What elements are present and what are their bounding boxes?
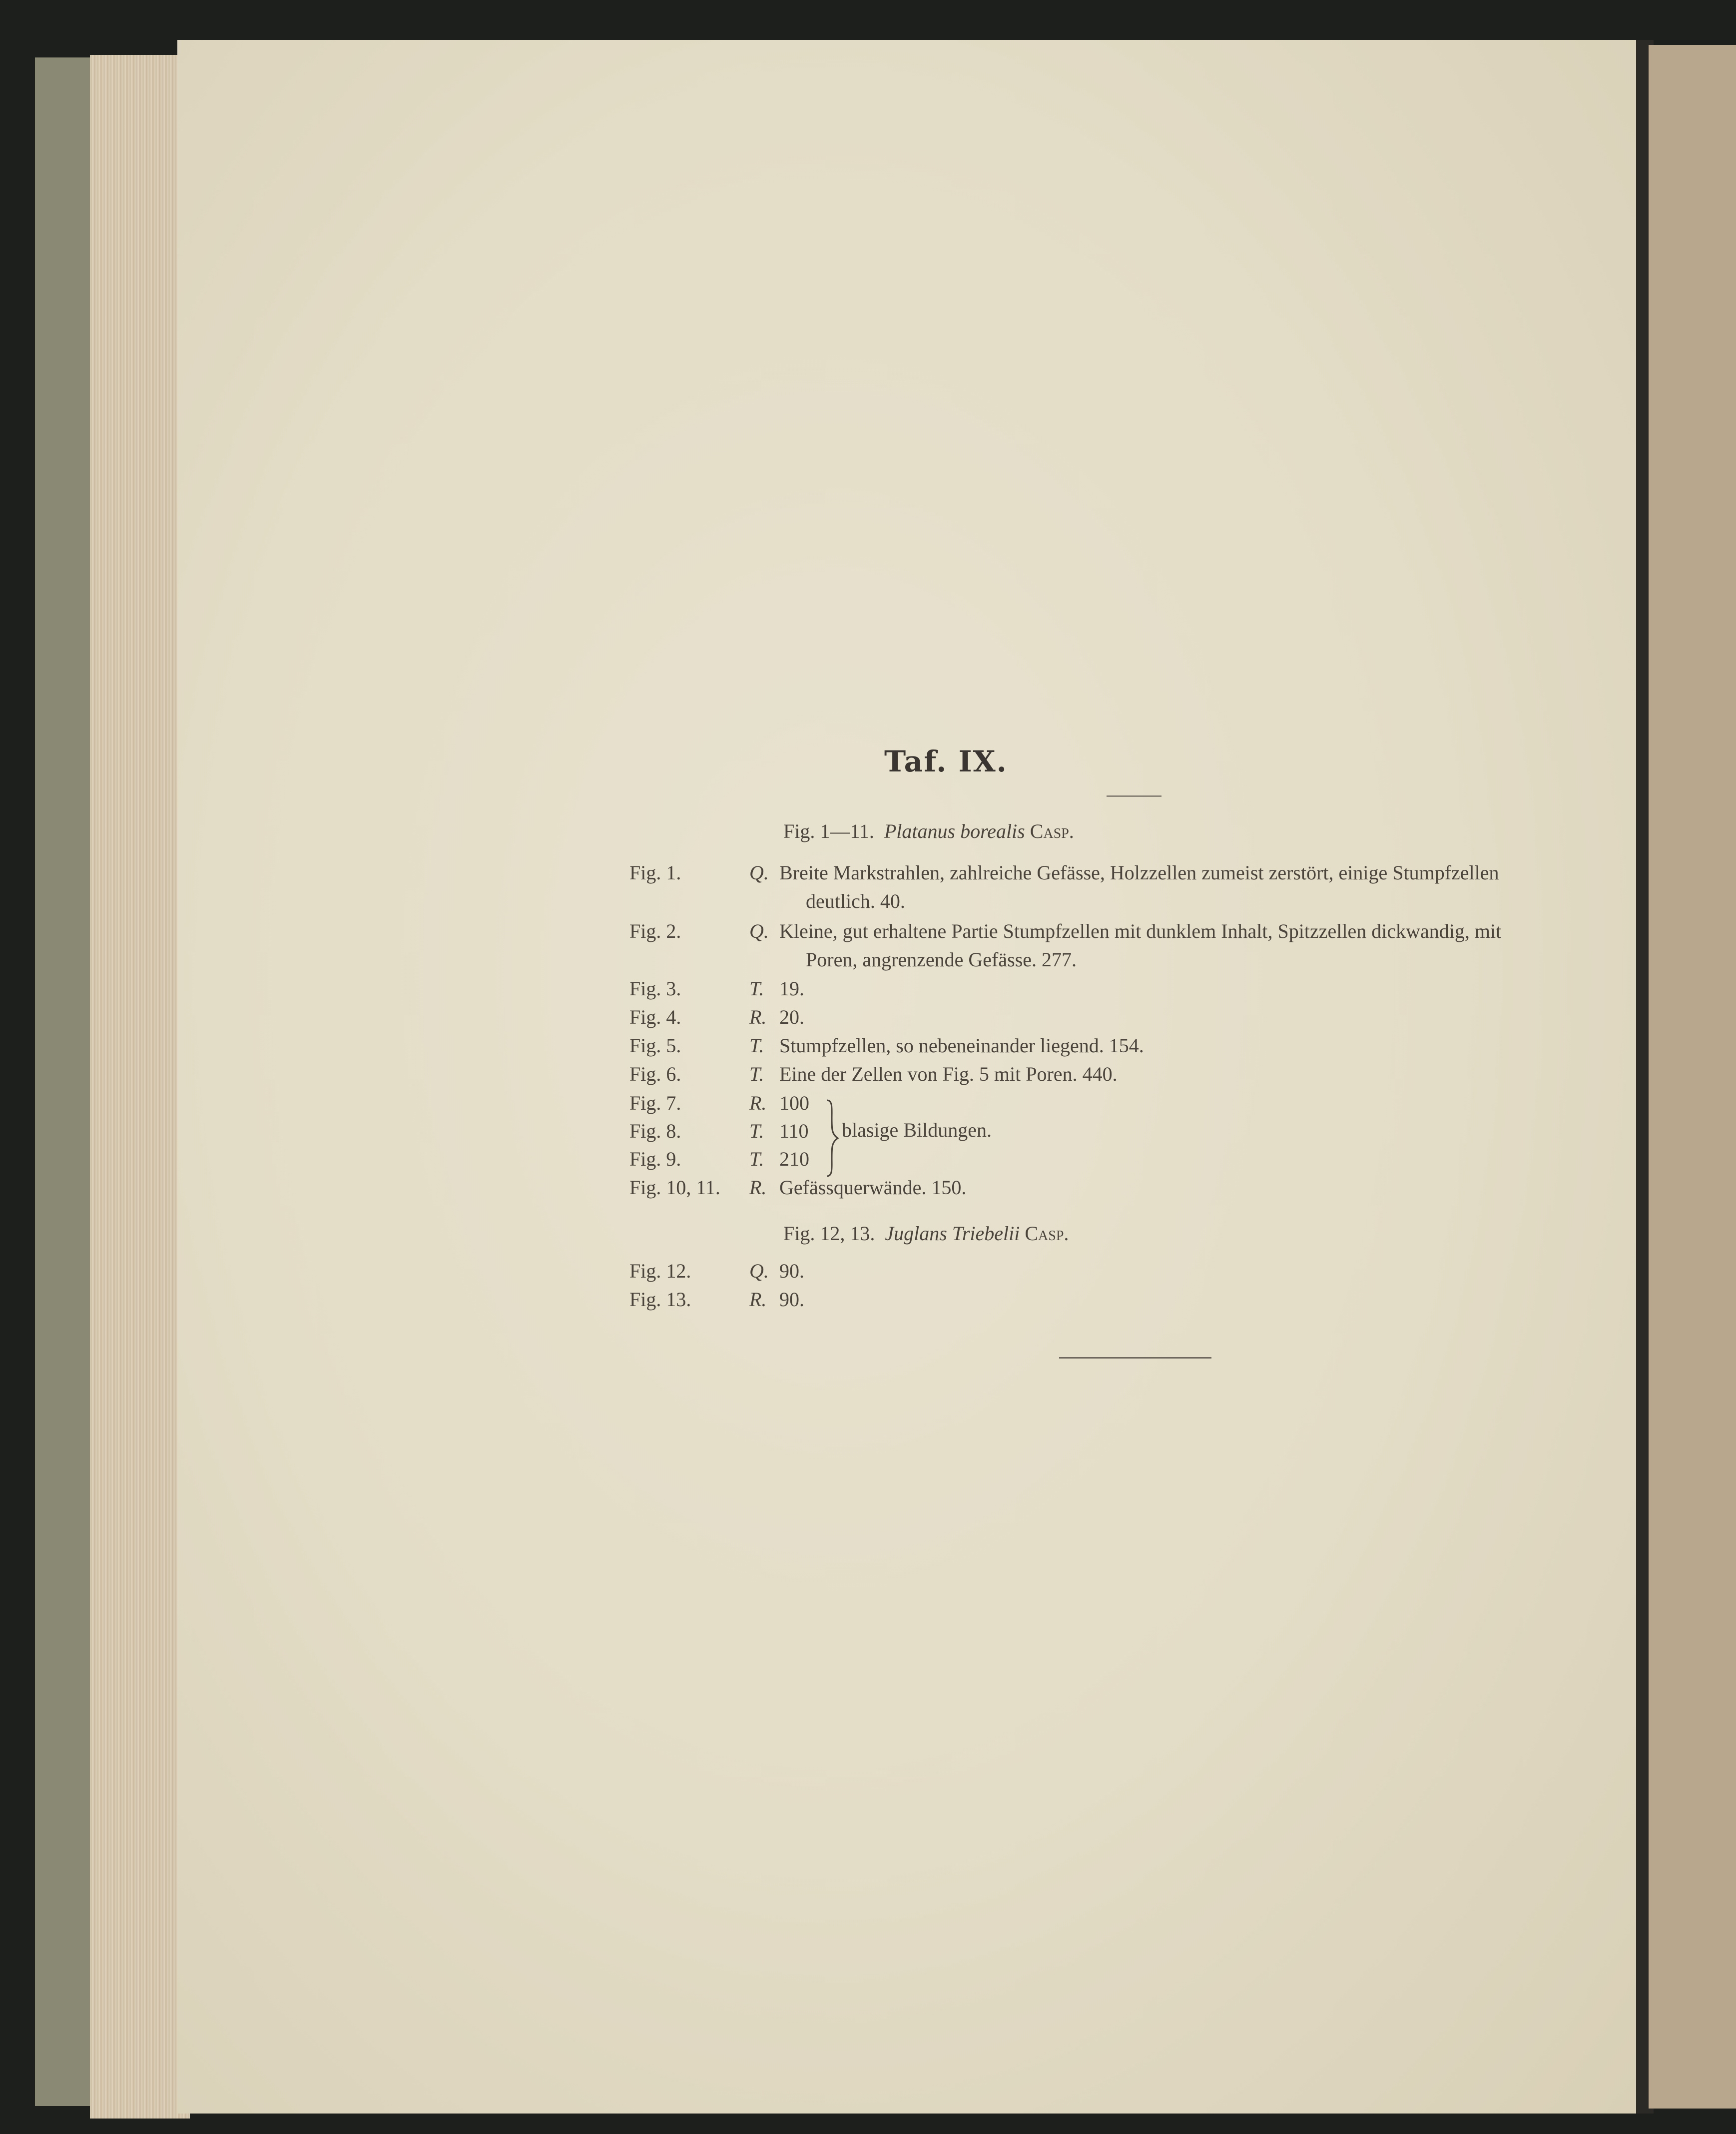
entry-code: R.	[749, 1006, 767, 1028]
section-heading-2-prefix: Fig. 12, 13.	[783, 1222, 875, 1245]
entry-code: R.	[749, 1288, 767, 1311]
entry-fig: Fig. 1.	[629, 861, 681, 884]
entry-text: Breite Markstrahlen, zahlreiche Gefässe, Holzzellen zumeist zerstört, einige Stumpfzellen	[779, 861, 1499, 884]
book-page	[177, 40, 1636, 2114]
entry-text: 90.	[779, 1260, 804, 1282]
section-heading-2-author: Casp.	[1025, 1222, 1069, 1245]
brace-label: blasige Bildungen.	[842, 1119, 992, 1141]
entry-fig: Fig. 12.	[629, 1260, 691, 1282]
entry-text: 210	[779, 1148, 809, 1170]
entry-fig: Fig. 3.	[629, 977, 681, 1000]
section-heading-1-species: Platanus borealis	[884, 820, 1025, 842]
entry-code: T.	[749, 1034, 764, 1057]
title-rule	[1107, 795, 1161, 797]
entry-fig: Fig. 10, 11.	[629, 1176, 720, 1199]
entry-code: T.	[749, 1148, 764, 1170]
entry-code: T.	[749, 977, 764, 1000]
section-heading-1-author: Casp.	[1030, 820, 1074, 842]
entry-text: Kleine, gut erhaltene Partie Stumpfzellen mit dunklem Inhalt, Spitzzellen dickwandig, mit	[779, 920, 1502, 942]
entry-code: Q.	[749, 1260, 769, 1282]
entry-text: Stumpfzellen, so nebeneinander liegend. 154.	[779, 1034, 1144, 1057]
entry-fig: Fig. 8.	[629, 1120, 681, 1142]
entry-text: 90.	[779, 1288, 804, 1311]
entry-text: 110	[779, 1120, 809, 1142]
section-heading-2	[783, 1222, 1069, 1245]
entry-code: T.	[749, 1120, 764, 1142]
plate-title: Taf. IX.	[884, 744, 1008, 778]
section-heading-1-prefix: Fig. 1—11.	[783, 820, 874, 842]
entry-fig: Fig. 4.	[629, 1006, 681, 1028]
entry-text: Eine der Zellen von Fig. 5 mit Poren. 440.	[779, 1063, 1118, 1085]
entry-text: 20.	[779, 1006, 804, 1028]
entry-code: Q.	[749, 861, 769, 884]
entry-fig: Fig. 6.	[629, 1063, 681, 1085]
entry-text: 100	[779, 1092, 809, 1114]
entry-continuation: deutlich. 40.	[806, 890, 905, 912]
entry-code: T.	[749, 1063, 764, 1085]
entry-row	[629, 919, 1639, 947]
section-heading-2-species: Juglans Triebelii	[885, 1222, 1020, 1245]
entry-code: R.	[749, 1092, 767, 1114]
entry-text: Gefässquerwände. 150.	[779, 1176, 967, 1199]
page-stack-edge	[90, 55, 190, 2119]
entry-fig: Fig. 2.	[629, 920, 681, 942]
entry-code: R.	[749, 1176, 767, 1199]
facing-page-edge	[1649, 45, 1736, 2109]
entry-fig: Fig. 9.	[629, 1148, 681, 1170]
entry-fig: Fig. 5.	[629, 1034, 681, 1057]
entry-fig: Fig. 7.	[629, 1092, 681, 1114]
entry-text: 19.	[779, 977, 804, 1000]
book-cover-edge	[35, 57, 90, 2106]
entry-continuation: Poren, angrenzende Gefässe. 277.	[806, 948, 1077, 971]
section-heading-1	[783, 819, 1074, 843]
entry-code: Q.	[749, 920, 769, 942]
entry-row	[629, 861, 1639, 889]
curly-brace-icon	[825, 1098, 840, 1178]
entry-fig: Fig. 13.	[629, 1288, 691, 1311]
closing-rule	[1059, 1357, 1211, 1359]
